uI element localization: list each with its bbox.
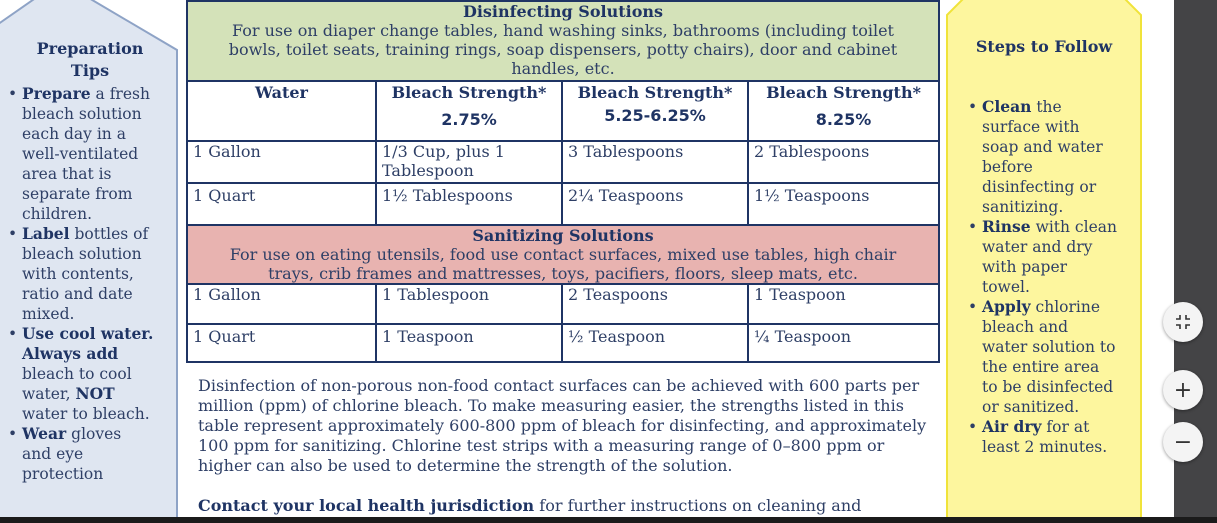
ppm-explanation-paragraph: Disinfection of non-porous non-food contact surfaces can be achieved with 600 parts per million (ppm) of chlorine bleach. To make measuring easier, the strengths listed in this table represent approximately 600-800 ppm of bleach for disinfecting, and approximately 100 ppm for sanitizing. Chlorine test strips with a measuring range of 0–800 ppm or higher can also be used to determine the strength of the solution. xyxy=(198,376,927,475)
tip-item: • Prepare a fresh bleach solution each day in a well-ventilated area that is separate from children. xyxy=(22,84,154,224)
disinfecting-description: For use on diaper change tables, hand washing sinks, bathrooms (including toilet bowls, toilet seats, training rings, soap dispensers, potty chairs), door and cabinet handles, etc. xyxy=(228,21,898,78)
sanitizing-banner-row xyxy=(187,225,939,284)
table-cell: 1½ Tablespoons xyxy=(376,183,562,225)
zoom-out-button[interactable]: − xyxy=(1163,422,1203,462)
preparation-tips-content xyxy=(4,38,154,484)
bleach-table-section xyxy=(186,0,938,363)
step-item: • Rinse with clean water and dry with paper towel. xyxy=(982,217,1118,297)
bleach-solutions-table xyxy=(186,0,940,363)
table-cell: 1 Gallon xyxy=(187,141,376,183)
table-cell: 2¼ Teaspoons xyxy=(562,183,748,225)
table-cell: 2 Teaspoons xyxy=(562,284,748,324)
fit-to-page-icon xyxy=(1175,314,1191,330)
contact-text: for further instructions on cleaning and xyxy=(534,496,862,515)
zoom-in-button[interactable]: + xyxy=(1163,370,1203,410)
table-cell: 1/3 Cup, plus 1 Tablespoon xyxy=(376,141,562,183)
column-header-water: Water xyxy=(187,81,376,141)
fit-to-page-button[interactable] xyxy=(1163,302,1203,342)
column-header-row xyxy=(187,81,939,141)
table-row xyxy=(187,284,939,324)
tip-item: • Label bottles of bleach solution with contents, ratio and date mixed. xyxy=(22,224,154,324)
sanitizing-title: Sanitizing Solutions xyxy=(472,226,654,245)
column-header-bleach-8-25: Bleach Strength* 8.25% xyxy=(748,81,939,141)
table-cell: ½ Teaspoon xyxy=(562,324,748,362)
bottom-edge-bar xyxy=(0,517,1217,523)
disinfecting-banner xyxy=(187,1,939,81)
column-header-bleach-5-25: Bleach Strength* 5.25-6.25% xyxy=(562,81,748,141)
tip-item: • Wear gloves and eye protection xyxy=(22,424,154,484)
table-cell: 1 Teaspoon xyxy=(376,324,562,362)
table-cell: 1 Teaspoon xyxy=(748,284,939,324)
disinfecting-title: Disinfecting Solutions xyxy=(462,2,664,21)
preparation-tips-list xyxy=(4,84,154,484)
step-item: • Apply chlorine bleach and water solution to the entire area to be disinfected or sanitized. xyxy=(982,297,1118,417)
steps-content xyxy=(968,97,1118,457)
sanitizing-banner xyxy=(187,225,939,284)
table-cell: 1 Gallon xyxy=(187,284,376,324)
steps-title: Steps to Follow xyxy=(975,37,1113,56)
table-row xyxy=(187,183,939,225)
preparation-tips-title: Preparation Tips xyxy=(36,39,144,80)
table-cell: 1½ Teaspoons xyxy=(748,183,939,225)
column-header-bleach-2-75: Bleach Strength* 2.75% xyxy=(376,81,562,141)
contact-bold: Contact your local health jurisdiction xyxy=(198,496,535,515)
steps-list xyxy=(968,97,1118,457)
sanitizing-description: For use on eating utensils, food use contact surfaces, mixed use tables, high chair trays, crib frames and mattresses, toys, pacifiers, floors, sleep mats, etc. xyxy=(229,245,897,283)
table-row xyxy=(187,141,939,183)
table-cell: 1 Tablespoon xyxy=(376,284,562,324)
table-row xyxy=(187,324,939,362)
tip-item: • Use cool water. Always add bleach to cool water, NOT water to bleach. xyxy=(22,324,154,424)
step-item: • Air dry for at least 2 minutes. xyxy=(982,417,1118,457)
table-cell: 1 Quart xyxy=(187,324,376,362)
table-cell: 3 Tablespoons xyxy=(562,141,748,183)
table-cell: ¼ Teaspoon xyxy=(748,324,939,362)
table-cell: 1 Quart xyxy=(187,183,376,225)
table-cell: 2 Tablespoons xyxy=(748,141,939,183)
disinfecting-banner-row xyxy=(187,1,939,81)
contact-paragraph xyxy=(198,496,933,516)
step-item: • Clean the surface with soap and water before disinfecting or sanitizing. xyxy=(982,97,1118,217)
